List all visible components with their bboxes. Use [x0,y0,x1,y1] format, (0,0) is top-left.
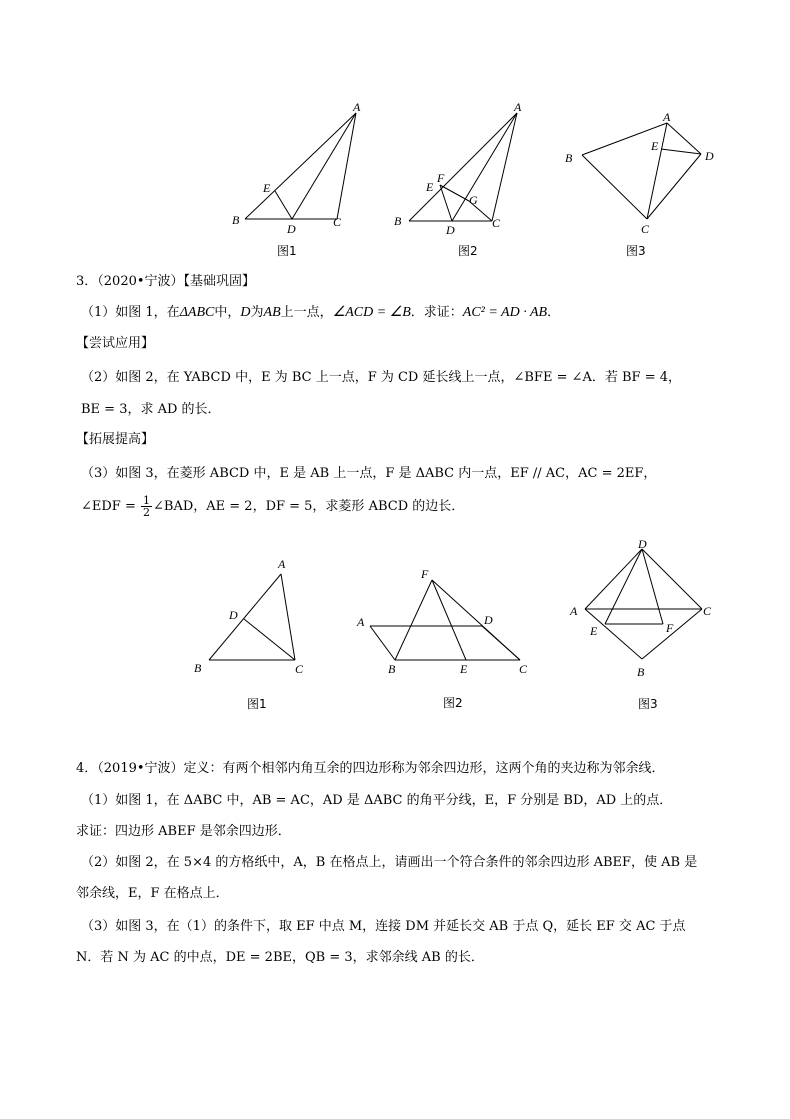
problem3-part3-line1: （3）如图 3，在菱形 ABCD 中，E 是 AB 上一点，F 是 ΔABC 内一点，EF // AC，AC = 2EF， [81,466,657,481]
fraction-one-half: $\frac{1}{2}$ [143,494,150,519]
label-E: E [590,624,598,638]
figure-caption: 图3 [626,244,646,258]
problem4-line1: 4．（2019•宁波）定义：有两个相邻内角互余的四边形称为邻余四边形，这两个角的夹边称为邻余线． [76,761,665,776]
problem4-line2: （1）如图 1，在 ΔABC 中，AB = AC，AD 是 ΔABC 的角平分线，E，F 分别是 BD，AD 上的点． [81,793,673,808]
label-A: A [353,100,361,114]
label-B: B [637,665,645,679]
figure-caption: 图2 [458,244,478,258]
mid-figure-3 [560,535,730,715]
problem3-part2-line1: （2）如图 2，在 YABCD 中，E 为 BC 上一点，F 为 CD 延长线上一点，∠BFE = ∠A．若 BF = 4， [81,370,682,385]
top-figure-2 [390,95,530,260]
label-G: G [469,193,478,207]
label-C: C [295,662,304,676]
label-B: B [232,213,240,227]
problem4-line4: （2）如图 2，在 5×4 的方格纸中，A，B 在格点上，请画出一个符合条件的邻余四边形 ABEF，使 AB 是 [81,855,698,870]
label-C: C [492,216,501,230]
label-A: A [357,615,365,629]
figure-caption: 图1 [247,697,267,711]
label-C: C [519,662,528,676]
label-A: A [278,557,286,571]
figure-caption: 图1 [277,244,297,258]
label-E: E [263,181,271,195]
problem4-line3: 求证：四边形 ABEF 是邻余四边形． [76,824,291,839]
label-D: D [705,149,714,163]
label-B: B [388,662,396,676]
try-header: 【尝试应用】 [76,336,155,351]
label-A: A [514,100,522,114]
label-C: C [703,604,712,618]
label-D: D [446,223,455,237]
label-D: D [484,613,493,627]
top-figure-1 [225,95,365,260]
figure-caption: 图2 [443,696,463,710]
mid-figure-1 [185,550,315,715]
mid-figure-2 [350,560,540,715]
problem3-part3-line2: ∠EDF = $\frac{1}{2}$ ∠BAD，AE = 2，DF = 5，求菱形 ABCD 的边长． [81,494,465,519]
label-F: F [666,621,674,635]
figure-caption: 图3 [638,697,658,711]
problem4-line6: （3）如图 3，在（1）的条件下，取 EF 中点 M，连接 DM 并延长交 AB 于点 Q，延长 EF 交 AC 于点 [81,919,686,934]
label-D: D [287,222,296,236]
extension-header: 【拓展提高】 [76,432,155,447]
problem4-line7: N．若 N 为 AC 的中点，DE = 2BE，QB = 3，求邻余线 AB 的长． [76,950,484,965]
label-A: A [663,110,671,124]
label-E: E [651,139,659,153]
problem3-part1: （1）如图 1，在ΔABC中，D为AB上一点，∠ACD = ∠B．求证：AC² = AD · AB． [81,305,561,320]
label-C: C [333,215,342,229]
label-F: F [437,171,445,185]
top-figure-3 [560,95,720,260]
label-C: C [641,222,650,236]
label-E: E [426,180,434,194]
label-B: B [394,214,402,228]
label-F: F [421,567,429,581]
label-D: D [638,537,647,551]
label-D: D [229,608,238,622]
problem3-header: 3．（2020•宁波）【基础巩固】 [76,274,256,289]
label-A: A [570,604,578,618]
label-E: E [460,662,468,676]
label-B: B [194,661,202,675]
problem4-line5: 邻余线，E，F 在格点上． [76,886,229,901]
problem3-part2-line2: BE = 3，求 AD 的长． [81,402,221,417]
label-B: B [565,151,573,165]
